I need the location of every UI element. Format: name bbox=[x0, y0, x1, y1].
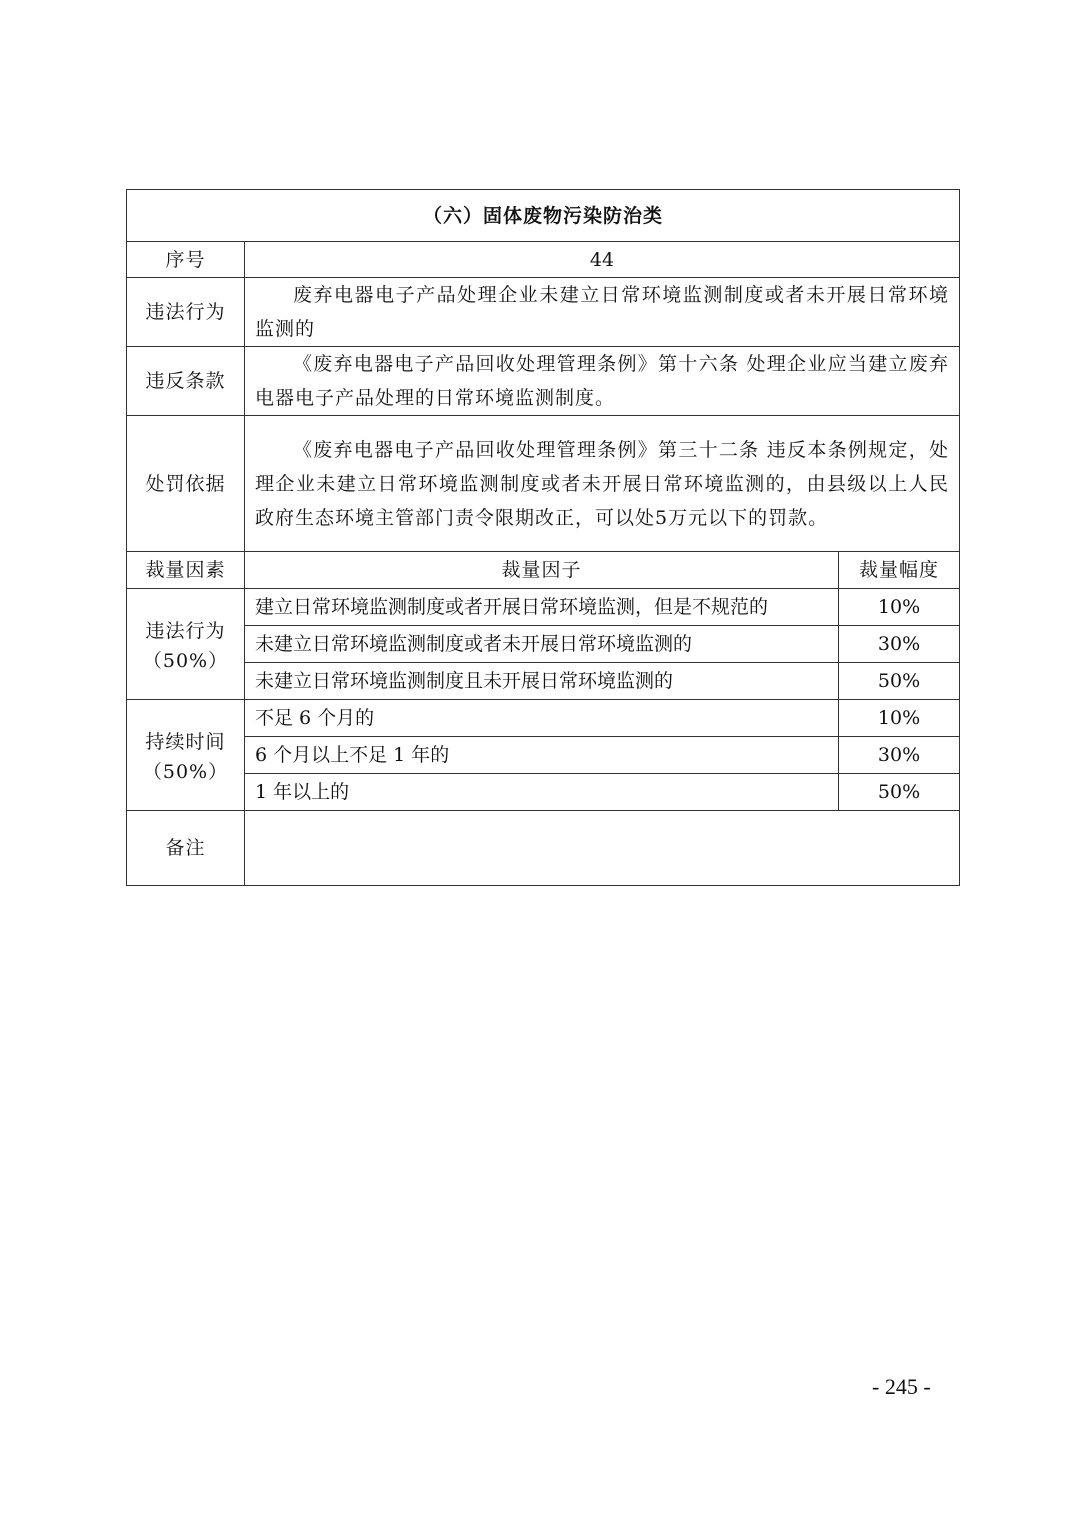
factor-range: 50% bbox=[839, 774, 960, 811]
factor-range: 30% bbox=[839, 737, 960, 774]
factor-range: 10% bbox=[839, 700, 960, 737]
clause-text: 《废弃电器电子产品回收处理管理条例》第十六条 处理企业应当建立废弃电器电子产品处理的日常环境监测制度。 bbox=[245, 347, 960, 416]
group-weight: （50%） bbox=[142, 650, 229, 672]
factor-text: 建立日常环境监测制度或者开展日常环境监测，但是不规范的 bbox=[245, 589, 839, 626]
factor-range: 30% bbox=[839, 626, 960, 663]
section-title: （六）固体废物污染防治类 bbox=[127, 190, 960, 242]
factor-header-col3: 裁量幅度 bbox=[839, 552, 960, 589]
factor-text: 6 个月以上不足 1 年的 bbox=[245, 737, 839, 774]
factor-text: 不足 6 个月的 bbox=[245, 700, 839, 737]
factor-text: 未建立日常环境监测制度且未开展日常环境监测的 bbox=[245, 663, 839, 700]
factor-range: 10% bbox=[839, 589, 960, 626]
penalty-basis-text: 《废弃电器电子产品回收处理管理条例》第三十二条 违反本条例规定，处理企业未建立日常环境监测制度或者未开展日常环境监测的，由县级以上人民政府生态环境主管部门责令限期改正，可以处5万元以下的罚款。 bbox=[245, 416, 960, 552]
group-label-duration bbox=[127, 700, 245, 811]
violation-text: 废弃电器电子产品处理企业未建立日常环境监测制度或者未开展日常环境监测的 bbox=[245, 278, 960, 347]
factor-header-col1: 裁量因素 bbox=[127, 552, 245, 589]
group-name: 持续时间 bbox=[145, 731, 226, 753]
remark-value bbox=[245, 811, 960, 886]
seq-value: 44 bbox=[245, 242, 960, 278]
violation-label: 违法行为 bbox=[127, 278, 245, 347]
group-weight: （50%） bbox=[142, 761, 229, 783]
factor-range: 50% bbox=[839, 663, 960, 700]
penalty-standard-table bbox=[126, 189, 960, 886]
factor-header-col2: 裁量因子 bbox=[245, 552, 839, 589]
group-name: 违法行为 bbox=[145, 620, 226, 642]
seq-label: 序号 bbox=[127, 242, 245, 278]
group-label-violation bbox=[127, 589, 245, 700]
factor-text: 未建立日常环境监测制度或者未开展日常环境监测的 bbox=[245, 626, 839, 663]
penalty-basis-label: 处罚依据 bbox=[127, 416, 245, 552]
factor-text: 1 年以上的 bbox=[245, 774, 839, 811]
page-number: - 245 - bbox=[872, 1374, 931, 1399]
remark-label: 备注 bbox=[127, 811, 245, 886]
clause-label: 违反条款 bbox=[127, 347, 245, 416]
